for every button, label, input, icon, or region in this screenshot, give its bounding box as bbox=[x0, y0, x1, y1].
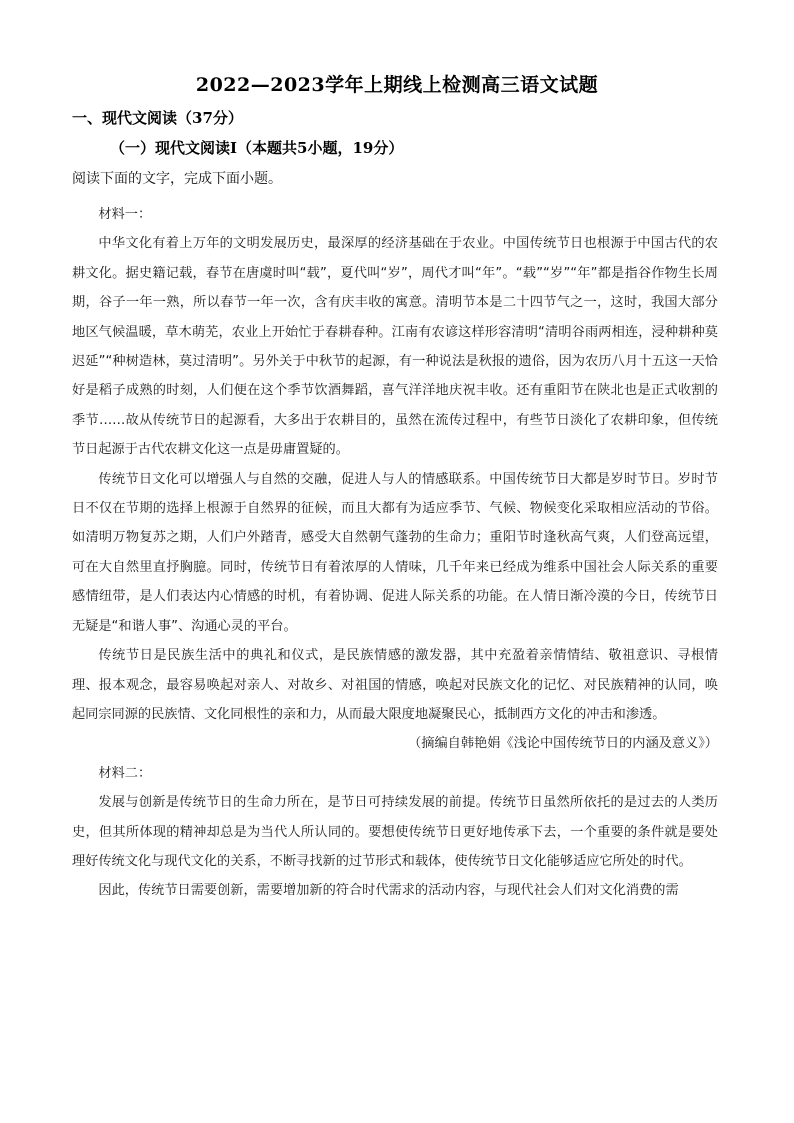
reading-instruction: 阅读下面的文字，完成下面小题。 bbox=[72, 171, 282, 187]
material-one-label: 材料一： bbox=[98, 207, 152, 222]
section-heading: 一、现代文阅读（37分） bbox=[72, 109, 243, 127]
sub-heading: （一）现代文阅读Ⅰ（本题共5小题，19分） bbox=[110, 139, 404, 157]
material-one-source: （摘编自韩艳娟《浅论中国传统节日的内涵及意义》） bbox=[408, 736, 718, 752]
material-two-label: 材料二： bbox=[98, 765, 152, 781]
reading-passage bbox=[72, 200, 718, 906]
material-two-paragraph-2: 因此，传统节日需要创新，需要增加新的符合时代需求的活动内容，与现代社会人们对文化消费的需 bbox=[98, 883, 679, 899]
material-one-paragraph-3: 传统节日是民族生活中的典礼和仪式，是民族情感的激发器，其中充盈着亲情情结、敬祖意识、寻根情理、报本观念，最容易唤起对亲人、对故乡、对祖国的情感，唤起对民族文化的记忆、对民族精神的认同，唤起同宗同源的民族情、文化同根性的亲和力，从而最大限度地凝聚民心，抵制西方文化的冲击和渗透。 bbox=[72, 648, 718, 722]
exam-title: 2022—2023学年上期线上检测高三语文试题 bbox=[195, 74, 599, 96]
material-two-paragraph-1: 发展与创新是传统节日的生命力所在，是节日可持续发展的前提。传统节日虽然所依托的是过去的人类历史，但其所体现的精神却总是为当代人所认同的。要想使传统节日更好地传承下去，一个重要的条件就是要处理好传统文化与现代文化的关系，不断寻找新的过节形式和载体，使传统节日文化能够适应它所处的时代。 bbox=[72, 795, 718, 869]
material-one-paragraph-2: 传统节日文化可以增强人与自然的交融，促进人与人的情感联系。中国传统节日大都是岁时节日。岁时节日不仅在节期的选择上根源于自然界的征候，而且大都有为适应季节、气候、物候变化采取相应活动的节俗。如清明万物复苏之期，人们户外踏青，感受大自然朝气蓬勃的生命力；重阳节时逢秋高气爽，人们登高远望，可在大自然里直抒胸臆。同时，传统节日有着浓厚的人情味，几千年来已经成为维系中国社会人际关系的重要感情纽带，是人们表达内心情感的时机，有着协调、促进人际关系的功能。在人情日渐冷漠的今日，传统节日无疑是“和谐人事”、沟通心灵的平台。 bbox=[72, 471, 718, 634]
material-one-paragraph-1: 中华文化有着上万年的文明发展历史，最深厚的经济基础在于农业。中国传统节日也根源于中国古代的农耕文化。据史籍记载，春节在唐虞时叫“载”，夏代叫“岁”，周代才叫“年”。“载”“岁”“年”都是指谷作物生长周期，谷子一年一熟，所以春节一年一次，含有庆丰收的寓意。清明节本是二十四节气之一，这时，我国大部分地区气候温暖，草木萌芜，农业上开始忙于春耕春种。江南有农谚这样形容清明“清明谷雨两相连，浸种耕种莫迟延”“种树造林，莫过清明”。另外关于中秋节的起源，有一种说法是秋报的遗俗，因为农历八月十五这一天恰好是稻子成熟的时刻，人们便在这个季节饮酒舞蹈，喜气洋洋地庆祝丰收。还有重阳节在陕北也是正式收割的季节……故从传统节日的起源看，大多出于农耕目的，虽然在流传过程中，有些节日淡化了农耕印象，但传统节日起源于古代农耕文化这一点是毋庸置疑的。 bbox=[72, 236, 718, 458]
